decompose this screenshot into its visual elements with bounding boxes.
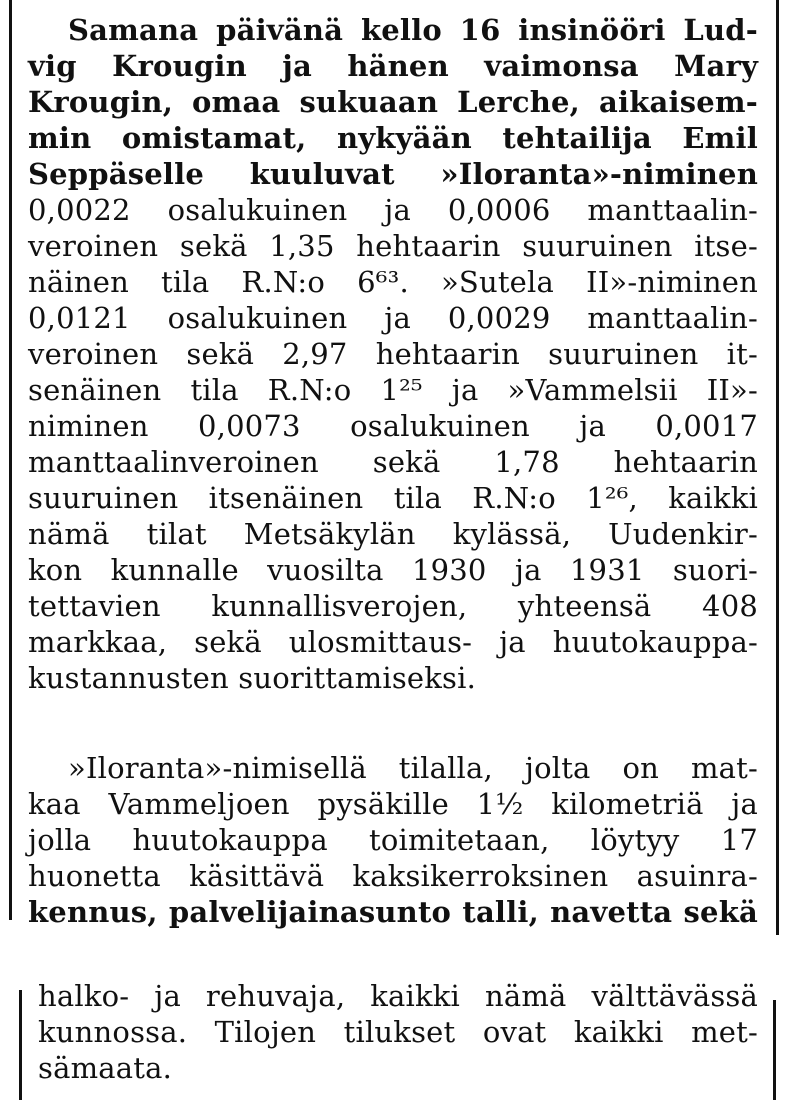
clipping-gap [0,938,788,968]
text-line: manttaalinveroinen sekä 1,78 hehtaarin [28,445,758,479]
column-rule-right-bottom [773,1000,776,1100]
text-line: nämä tilat Metsäkylän kylässä, Uudenkir- [28,517,758,551]
text-line: Seppäselle kuuluvat »Iloranta»-niminen [28,157,758,191]
text-line: huonetta käsittävä kaksikerroksinen asuinra- [28,859,758,893]
text-line: veroinen sekä 2,97 hehtaarin suuruinen it- [28,337,758,371]
text-line: 0,0022 osalukuinen ja 0,0006 manttaalin- [28,193,758,227]
column-rule-left-bottom [19,990,22,1100]
text-line: kaa Vammeljoen pysäkille 1½ kilometriä ja [28,787,758,821]
text-line: jolla huutokauppa toimitetaan, löytyy 17 [28,823,758,857]
text-line: vig Krougin ja hänen vaimonsa Mary [28,49,758,83]
text-line: senäinen tila R.N:o 1²⁵ ja »Vammelsii II»- [28,373,758,407]
text-line: min omistamat, nykyään tehtailija Emil [28,121,758,155]
text-line: »Iloranta»-nimisellä tilalla, jolta on mat- [68,751,758,785]
text-line: halko- ja rehuvaja, kaikki nämä välttävässä [38,979,758,1013]
text-line: 0,0121 osalukuinen ja 0,0029 manttaalin- [28,301,758,335]
column-rule-right [776,0,779,935]
text-line: kennus, palvelijainasunto talli, navetta sekä [28,895,758,929]
text-line: näinen tila R.N:o 6⁶³. »Sutela II»-niminen [28,265,758,299]
text-line: veroinen sekä 1,35 hehtaarin suuruinen itse- [28,229,758,263]
text-line: tettavien kunnallisverojen, yhteensä 408 [28,589,758,623]
column-rule-left-top [9,0,12,920]
text-line: kunnossa. Tilojen tilukset ovat kaikki met- [38,1015,758,1049]
text-line: sämaata. [38,1051,173,1085]
text-line: Samana päivänä kello 16 insinööri Lud- [68,13,758,47]
text-line: kon kunnalle vuosilta 1930 ja 1931 suori- [28,553,758,587]
text-line: Krougin, omaa sukuaan Lerche, aikaisem- [28,85,758,119]
text-line: markkaa, sekä ulosmittaus- ja huutokauppa- [28,625,758,659]
text-line: suuruinen itsenäinen tila R.N:o 1²⁶, kaikki [28,481,758,515]
text-line: niminen 0,0073 osalukuinen ja 0,0017 [28,409,758,443]
text-line: kustannusten suorittamiseksi. [28,661,477,695]
